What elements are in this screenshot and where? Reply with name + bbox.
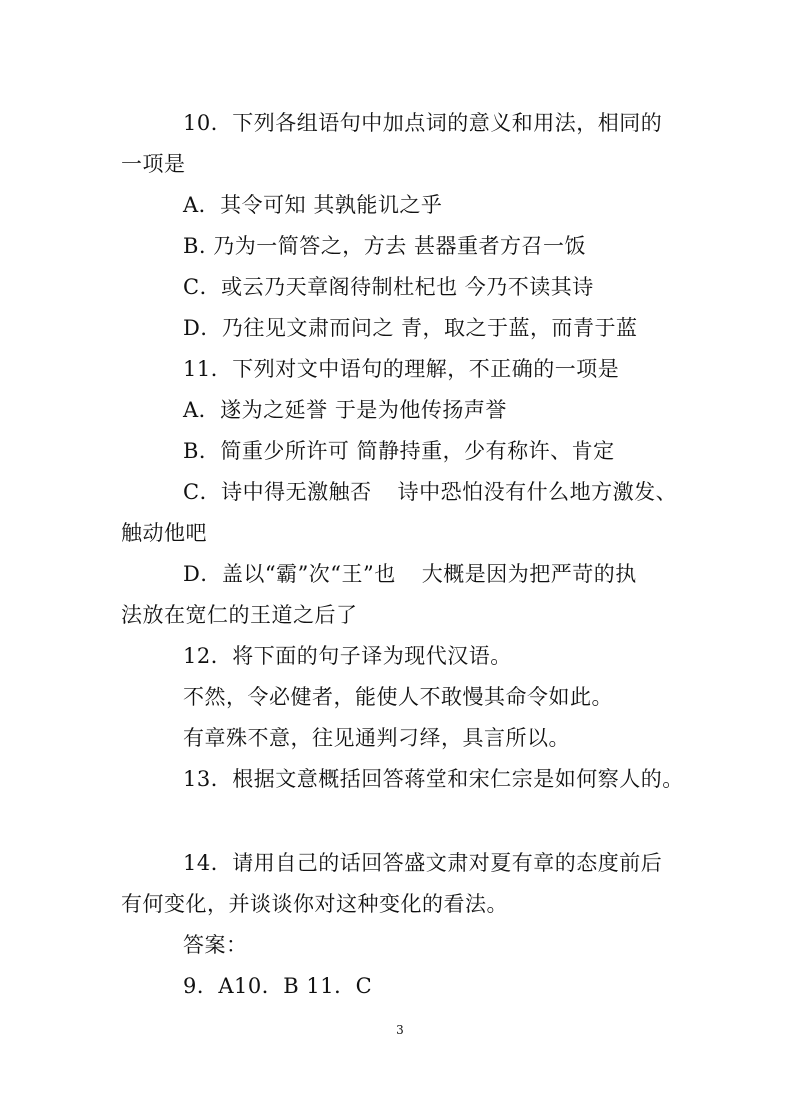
question-11-option-c-continued: 触动他吧: [121, 521, 207, 545]
option-c-original: C．诗中得无激触否: [183, 480, 372, 504]
question-10-option-a: A．其令可知 其孰能讥之乎: [183, 193, 443, 217]
question-11-option-d-continued: 法放在宽仁的王道之后了: [121, 603, 358, 627]
question-10-option-b: B. 乃为一简答之，方去 甚器重者方召一饭: [183, 234, 586, 258]
question-14-stem: 14．请用自己的话回答盛文肃对夏有章的态度前后: [183, 851, 663, 875]
answers-line: 9．A10．B 11．C: [183, 974, 373, 998]
question-11-option-c: [183, 477, 677, 507]
question-11-option-d: [183, 559, 637, 589]
question-13-stem: 13．根据文意概括回答蒋堂和宋仁宗是如何察人的。: [183, 767, 684, 791]
option-d-interpretation: 大概是因为把严苛的执: [421, 562, 637, 586]
question-14-stem-continued: 有何变化，并谈谈你对这种变化的看法。: [121, 892, 508, 916]
question-12-stem: 12．将下面的句子译为现代汉语。: [183, 644, 512, 668]
question-10-option-d: D．乃往见文肃而问之 青，取之于蓝，而青于蓝: [183, 316, 638, 340]
question-10-stem: 10．下列各组语句中加点词的意义和用法，相同的: [183, 111, 663, 135]
question-10-stem-continued: 一项是: [121, 152, 186, 176]
question-12-sentence-2: 有章殊不意，往见通判刁绎，具言所以。: [183, 726, 570, 750]
option-c-interpretation: 诗中恐怕没有什么地方激发、: [397, 480, 678, 504]
question-10-option-c: C．或云乃天章阁待制杜杞也 今乃不读其诗: [183, 275, 594, 299]
question-11-option-a: A．遂为之延誉 于是为他传扬声誉: [183, 398, 507, 422]
question-12-sentence-1: 不然，令必健者，能使人不敢慢其命令如此。: [183, 685, 613, 709]
option-d-original: D．盖以“霸”次“王”也: [183, 562, 396, 586]
question-11-stem: 11．下列对文中语句的理解，不正确的一项是: [183, 357, 620, 381]
answers-label: 答案：: [183, 933, 248, 957]
question-11-option-b: B．简重少所许可 简静持重，少有称许、肯定: [183, 439, 615, 463]
page-number: 3: [396, 1023, 404, 1037]
